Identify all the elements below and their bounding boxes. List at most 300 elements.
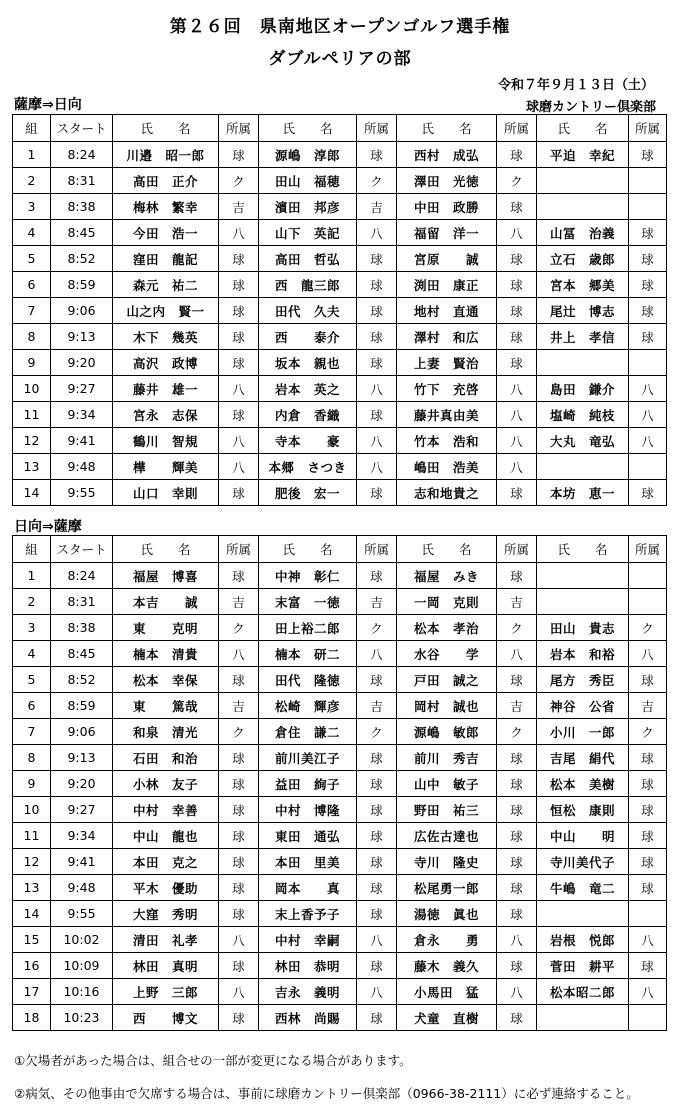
cell-affiliation: 球: [497, 246, 537, 272]
cell-affiliation: 球: [497, 272, 537, 298]
cell-affiliation: 八: [357, 376, 397, 402]
cell-affiliation: 八: [497, 376, 537, 402]
cell-start-time: 9:41: [51, 428, 113, 454]
cell-player-name: 小馬田 猛: [397, 979, 497, 1005]
cell-group-number: 17: [13, 979, 51, 1005]
cell-player-name: 内倉 香織: [259, 402, 357, 428]
cell-affiliation: 八: [219, 220, 259, 246]
cell-affiliation: [629, 563, 667, 589]
cell-affiliation: 球: [219, 246, 259, 272]
cell-player-name: 鶴川 智規: [113, 428, 219, 454]
cell-affiliation: 球: [219, 823, 259, 849]
table-row: [13, 1005, 667, 1031]
cell-affiliation: [629, 168, 667, 194]
cell-player-name: 福屋 みき: [397, 563, 497, 589]
header-start-time: スタート: [51, 536, 113, 563]
cell-affiliation: 八: [219, 376, 259, 402]
cell-affiliation: ク: [629, 615, 667, 641]
cell-player-name: 本田 克之: [113, 849, 219, 875]
cell-affiliation: 球: [219, 142, 259, 168]
cell-affiliation: 球: [497, 298, 537, 324]
cell-group-number: 7: [13, 719, 51, 745]
cell-affiliation: 八: [497, 402, 537, 428]
cell-affiliation: 八: [497, 454, 537, 480]
cell-player-name: 松本 幸保: [113, 667, 219, 693]
cell-affiliation: 球: [219, 901, 259, 927]
note-contact-club: ②病気、その他事由で欠席する場合は、事前に球磨カントリー倶楽部（0966-38-2111）に必ず連絡すること。: [14, 1086, 639, 1101]
cell-player-name: 野田 祐三: [397, 797, 497, 823]
header-player-name: 氏 名: [113, 115, 219, 142]
cell-start-time: 8:59: [51, 272, 113, 298]
cell-affiliation: ク: [629, 719, 667, 745]
cell-player-name: 中田 政勝: [397, 194, 497, 220]
table-row: [13, 745, 667, 771]
cell-player-name: 福屋 博喜: [113, 563, 219, 589]
cell-player-name: 岩本 和裕: [537, 641, 629, 667]
cell-player-name: [537, 1005, 629, 1031]
table-row: [13, 246, 667, 272]
cell-affiliation: 吉: [497, 693, 537, 719]
cell-affiliation: 球: [497, 875, 537, 901]
cell-player-name: 東田 通弘: [259, 823, 357, 849]
cell-player-name: 田代 久夫: [259, 298, 357, 324]
cell-player-name: 塩崎 純枝: [537, 402, 629, 428]
cell-group-number: 18: [13, 1005, 51, 1031]
cell-group-number: 3: [13, 615, 51, 641]
header-affiliation: 所属: [497, 115, 537, 142]
cell-affiliation: ク: [497, 719, 537, 745]
cell-player-name: 中村 博隆: [259, 797, 357, 823]
cell-player-name: 立石 歳郎: [537, 246, 629, 272]
table-row: [13, 849, 667, 875]
cell-group-number: 5: [13, 667, 51, 693]
cell-start-time: 9:20: [51, 771, 113, 797]
cell-player-name: 大丸 竜弘: [537, 428, 629, 454]
cell-affiliation: 球: [629, 667, 667, 693]
cell-affiliation: ク: [219, 168, 259, 194]
cell-player-name: 福留 洋一: [397, 220, 497, 246]
table-row: [13, 927, 667, 953]
cell-group-number: 13: [13, 875, 51, 901]
cell-start-time: 9:27: [51, 376, 113, 402]
cell-affiliation: 吉: [497, 589, 537, 615]
cell-player-name: 宮原 誠: [397, 246, 497, 272]
cell-player-name: 今田 浩一: [113, 220, 219, 246]
cell-group-number: 16: [13, 953, 51, 979]
cell-player-name: 藤井真由美: [397, 402, 497, 428]
page-title: 第２６回 県南地区オープンゴルフ選手権: [169, 17, 511, 37]
cell-affiliation: 球: [497, 823, 537, 849]
cell-start-time: 9:34: [51, 402, 113, 428]
cell-affiliation: 球: [629, 953, 667, 979]
table-row: [13, 563, 667, 589]
cell-player-name: 東 克明: [113, 615, 219, 641]
cell-player-name: 木下 幾英: [113, 324, 219, 350]
cell-affiliation: 八: [497, 220, 537, 246]
cell-player-name: 西 泰介: [259, 324, 357, 350]
cell-affiliation: 球: [497, 771, 537, 797]
cell-group-number: 1: [13, 142, 51, 168]
header-affiliation: 所属: [219, 536, 259, 563]
cell-player-name: 楠本 研二: [259, 641, 357, 667]
cell-group-number: 6: [13, 693, 51, 719]
cell-start-time: 8:24: [51, 142, 113, 168]
cell-player-name: 松本昭二郎: [537, 979, 629, 1005]
cell-player-name: 湯徳 眞也: [397, 901, 497, 927]
cell-player-name: 田代 隆徳: [259, 667, 357, 693]
cell-player-name: 清田 礼孝: [113, 927, 219, 953]
cell-affiliation: 吉: [629, 693, 667, 719]
cell-player-name: 樺 輝美: [113, 454, 219, 480]
header-player-name: 氏 名: [113, 536, 219, 563]
cell-player-name: 前川 秀吉: [397, 745, 497, 771]
cell-player-name: 川邉 昭一郎: [113, 142, 219, 168]
cell-player-name: 吉尾 絹代: [537, 745, 629, 771]
cell-start-time: 10:16: [51, 979, 113, 1005]
table-row: [13, 324, 667, 350]
cell-start-time: 8:31: [51, 168, 113, 194]
cell-affiliation: 八: [629, 979, 667, 1005]
cell-affiliation: 球: [629, 745, 667, 771]
cell-start-time: 8:24: [51, 563, 113, 589]
cell-affiliation: 球: [497, 350, 537, 376]
cell-affiliation: 球: [497, 324, 537, 350]
header-player-name: 氏 名: [259, 115, 357, 142]
cell-start-time: 10:02: [51, 927, 113, 953]
cell-affiliation: [629, 350, 667, 376]
cell-group-number: 8: [13, 745, 51, 771]
cell-start-time: 9:20: [51, 350, 113, 376]
cell-affiliation: [629, 589, 667, 615]
cell-player-name: 田上裕二郎: [259, 615, 357, 641]
cell-affiliation: 球: [357, 823, 397, 849]
cell-affiliation: ク: [357, 168, 397, 194]
cell-affiliation: [629, 901, 667, 927]
cell-affiliation: 球: [497, 901, 537, 927]
cell-player-name: 広佐古達也: [397, 823, 497, 849]
table-row: [13, 454, 667, 480]
cell-affiliation: 球: [629, 246, 667, 272]
cell-player-name: 田山 貴志: [537, 615, 629, 641]
cell-start-time: 8:52: [51, 246, 113, 272]
cell-start-time: 9:48: [51, 454, 113, 480]
cell-affiliation: 八: [219, 428, 259, 454]
cell-affiliation: [629, 194, 667, 220]
cell-affiliation: 球: [357, 298, 397, 324]
cell-player-name: 嶋田 浩美: [397, 454, 497, 480]
table-row: [13, 428, 667, 454]
header-player-name: 氏 名: [397, 115, 497, 142]
cell-player-name: 岩根 悦郎: [537, 927, 629, 953]
cell-affiliation: 吉: [219, 693, 259, 719]
cell-start-time: 9:06: [51, 719, 113, 745]
cell-player-name: 地村 直通: [397, 298, 497, 324]
cell-affiliation: 八: [629, 428, 667, 454]
cell-player-name: 源嶋 敏郎: [397, 719, 497, 745]
cell-group-number: 11: [13, 823, 51, 849]
cell-affiliation: 球: [497, 142, 537, 168]
cell-player-name: 大窪 秀明: [113, 901, 219, 927]
cell-affiliation: 球: [219, 745, 259, 771]
cell-player-name: 山口 幸則: [113, 480, 219, 506]
table-row: [13, 272, 667, 298]
cell-player-name: [537, 350, 629, 376]
cell-affiliation: 吉: [219, 589, 259, 615]
cell-affiliation: 球: [219, 298, 259, 324]
cell-player-name: 林田 真明: [113, 953, 219, 979]
cell-affiliation: 吉: [357, 194, 397, 220]
cell-affiliation: 球: [219, 1005, 259, 1031]
cell-start-time: 9:13: [51, 745, 113, 771]
cell-start-time: 9:41: [51, 849, 113, 875]
cell-player-name: 前川美江子: [259, 745, 357, 771]
cell-player-name: 中村 幸善: [113, 797, 219, 823]
table-row: [13, 797, 667, 823]
cell-affiliation: 球: [219, 272, 259, 298]
cell-affiliation: 球: [629, 142, 667, 168]
page-subtitle: ダブルペリアの部: [268, 49, 412, 69]
cell-affiliation: ク: [497, 615, 537, 641]
table-row: [13, 823, 667, 849]
cell-affiliation: 球: [629, 771, 667, 797]
cell-affiliation: 球: [497, 797, 537, 823]
cell-start-time: 9:55: [51, 901, 113, 927]
cell-start-time: 8:31: [51, 589, 113, 615]
cell-start-time: 9:13: [51, 324, 113, 350]
table-row: [13, 771, 667, 797]
cell-affiliation: 球: [629, 480, 667, 506]
cell-affiliation: 球: [629, 797, 667, 823]
cell-group-number: 14: [13, 480, 51, 506]
cell-player-name: 牛嶋 竜二: [537, 875, 629, 901]
cell-player-name: 吉永 義明: [259, 979, 357, 1005]
cell-player-name: 岡本 真: [259, 875, 357, 901]
table-row: [13, 719, 667, 745]
cell-player-name: 梅林 繁幸: [113, 194, 219, 220]
cell-affiliation: 八: [629, 927, 667, 953]
header-affiliation: 所属: [219, 115, 259, 142]
cell-affiliation: 球: [357, 849, 397, 875]
cell-affiliation: 八: [357, 428, 397, 454]
cell-player-name: 平迫 幸紀: [537, 142, 629, 168]
cell-affiliation: 球: [629, 220, 667, 246]
table-row: [13, 142, 667, 168]
cell-group-number: 12: [13, 849, 51, 875]
cell-affiliation: 球: [497, 563, 537, 589]
cell-player-name: [537, 194, 629, 220]
cell-player-name: 末富 一徳: [259, 589, 357, 615]
pairing-table-hyuga-satsuma: [12, 535, 667, 1031]
cell-group-number: 6: [13, 272, 51, 298]
venue-name: 球磨カントリー倶楽部: [525, 100, 656, 115]
cell-affiliation: 球: [357, 324, 397, 350]
cell-affiliation: 球: [219, 797, 259, 823]
cell-affiliation: 球: [357, 745, 397, 771]
cell-start-time: 9:06: [51, 298, 113, 324]
table-row: [13, 168, 667, 194]
cell-player-name: 尾辻 博志: [537, 298, 629, 324]
cell-start-time: 8:38: [51, 615, 113, 641]
cell-affiliation: 球: [357, 875, 397, 901]
cell-start-time: 9:55: [51, 480, 113, 506]
cell-affiliation: 球: [629, 324, 667, 350]
cell-affiliation: 球: [219, 324, 259, 350]
header-affiliation: 所属: [357, 115, 397, 142]
cell-group-number: 10: [13, 376, 51, 402]
cell-group-number: 1: [13, 563, 51, 589]
cell-start-time: 8:52: [51, 667, 113, 693]
cell-start-time: 8:38: [51, 194, 113, 220]
cell-affiliation: [629, 1005, 667, 1031]
cell-affiliation: 球: [219, 953, 259, 979]
cell-affiliation: 球: [219, 350, 259, 376]
note-absence-change: ①欠場者があった場合は、組合せの一部が変更になる場合があります。: [14, 1053, 412, 1068]
cell-player-name: 山之内 賢一: [113, 298, 219, 324]
cell-affiliation: 八: [219, 927, 259, 953]
table-row: [13, 480, 667, 506]
cell-affiliation: 球: [219, 402, 259, 428]
cell-player-name: 竹本 浩和: [397, 428, 497, 454]
cell-affiliation: ク: [219, 719, 259, 745]
cell-affiliation: 八: [219, 979, 259, 1005]
cell-affiliation: ク: [357, 719, 397, 745]
cell-player-name: 小川 一郎: [537, 719, 629, 745]
cell-affiliation: 八: [357, 454, 397, 480]
cell-affiliation: 球: [497, 953, 537, 979]
cell-group-number: 13: [13, 454, 51, 480]
cell-player-name: 水谷 学: [397, 641, 497, 667]
cell-affiliation: 球: [219, 849, 259, 875]
cell-start-time: 8:59: [51, 693, 113, 719]
cell-player-name: 肥後 宏一: [259, 480, 357, 506]
cell-player-name: 松崎 輝彦: [259, 693, 357, 719]
header-affiliation: 所属: [629, 115, 667, 142]
cell-player-name: 藤木 義久: [397, 953, 497, 979]
header-affiliation: 所属: [357, 536, 397, 563]
table-row: [13, 901, 667, 927]
cell-group-number: 2: [13, 589, 51, 615]
cell-group-number: 2: [13, 168, 51, 194]
cell-affiliation: 八: [357, 641, 397, 667]
cell-player-name: 高沢 政博: [113, 350, 219, 376]
cell-player-name: 倉住 謙二: [259, 719, 357, 745]
cell-player-name: 本坊 恵一: [537, 480, 629, 506]
cell-affiliation: 球: [357, 667, 397, 693]
cell-player-name: 坂本 親也: [259, 350, 357, 376]
cell-start-time: 8:45: [51, 220, 113, 246]
cell-player-name: 林田 恭明: [259, 953, 357, 979]
cell-affiliation: 球: [357, 771, 397, 797]
cell-affiliation: 球: [357, 901, 397, 927]
cell-player-name: 西村 成弘: [397, 142, 497, 168]
section-label-satsuma-hyuga: 薩摩⇒日向: [14, 97, 82, 113]
event-date: 令和７年９月１３日（土）: [497, 78, 654, 93]
table-row: [13, 953, 667, 979]
cell-player-name: 楠本 清貴: [113, 641, 219, 667]
cell-player-name: 本田 里美: [259, 849, 357, 875]
cell-player-name: 尾方 秀臣: [537, 667, 629, 693]
table-row: [13, 693, 667, 719]
table-row: [13, 615, 667, 641]
cell-group-number: 11: [13, 402, 51, 428]
table-header-row: [13, 115, 667, 142]
cell-group-number: 9: [13, 350, 51, 376]
cell-player-name: 濱田 邦彦: [259, 194, 357, 220]
cell-group-number: 10: [13, 797, 51, 823]
header-player-name: 氏 名: [397, 536, 497, 563]
cell-affiliation: 八: [497, 927, 537, 953]
cell-affiliation: 球: [219, 563, 259, 589]
cell-affiliation: 球: [497, 667, 537, 693]
cell-affiliation: 球: [219, 875, 259, 901]
header-affiliation: 所属: [497, 536, 537, 563]
cell-player-name: 小林 友子: [113, 771, 219, 797]
cell-affiliation: 球: [357, 246, 397, 272]
table-row: [13, 979, 667, 1005]
cell-player-name: 中神 彰仁: [259, 563, 357, 589]
cell-player-name: 犬童 直樹: [397, 1005, 497, 1031]
cell-player-name: 中山 明: [537, 823, 629, 849]
cell-affiliation: 球: [357, 142, 397, 168]
cell-affiliation: 球: [497, 194, 537, 220]
table-row: [13, 220, 667, 246]
cell-affiliation: 球: [629, 272, 667, 298]
cell-player-name: 志和地貴之: [397, 480, 497, 506]
cell-player-name: 石田 和治: [113, 745, 219, 771]
cell-player-name: 戸田 誠之: [397, 667, 497, 693]
header-group-number: 組: [13, 115, 51, 142]
cell-group-number: 4: [13, 220, 51, 246]
cell-affiliation: 球: [357, 563, 397, 589]
cell-player-name: 源嶋 淳郎: [259, 142, 357, 168]
cell-player-name: 平木 優助: [113, 875, 219, 901]
section-label-hyuga-satsuma: 日向⇒薩摩: [14, 519, 82, 535]
cell-player-name: 寺本 豪: [259, 428, 357, 454]
cell-player-name: 東 篤哉: [113, 693, 219, 719]
cell-affiliation: 八: [357, 979, 397, 1005]
cell-player-name: [537, 563, 629, 589]
cell-player-name: 渕田 康正: [397, 272, 497, 298]
cell-player-name: 山冨 治義: [537, 220, 629, 246]
header-player-name: 氏 名: [537, 536, 629, 563]
cell-player-name: 末上香予子: [259, 901, 357, 927]
cell-group-number: 14: [13, 901, 51, 927]
cell-player-name: [537, 901, 629, 927]
cell-player-name: 上野 三郎: [113, 979, 219, 1005]
cell-player-name: 松尾勇一郎: [397, 875, 497, 901]
cell-affiliation: 八: [629, 402, 667, 428]
table-row: [13, 298, 667, 324]
cell-affiliation: 球: [497, 849, 537, 875]
table-row: [13, 589, 667, 615]
table-row: [13, 402, 667, 428]
cell-affiliation: ク: [497, 168, 537, 194]
cell-affiliation: 球: [357, 272, 397, 298]
cell-affiliation: 球: [357, 1005, 397, 1031]
cell-start-time: 9:34: [51, 823, 113, 849]
cell-player-name: 島田 鎌介: [537, 376, 629, 402]
cell-start-time: 9:27: [51, 797, 113, 823]
cell-affiliation: ク: [357, 615, 397, 641]
cell-affiliation: 球: [629, 849, 667, 875]
header-player-name: 氏 名: [537, 115, 629, 142]
cell-start-time: 10:09: [51, 953, 113, 979]
cell-player-name: 竹下 充啓: [397, 376, 497, 402]
cell-player-name: 寺川 隆史: [397, 849, 497, 875]
cell-affiliation: 球: [219, 771, 259, 797]
cell-group-number: 9: [13, 771, 51, 797]
cell-player-name: 宮永 志保: [113, 402, 219, 428]
